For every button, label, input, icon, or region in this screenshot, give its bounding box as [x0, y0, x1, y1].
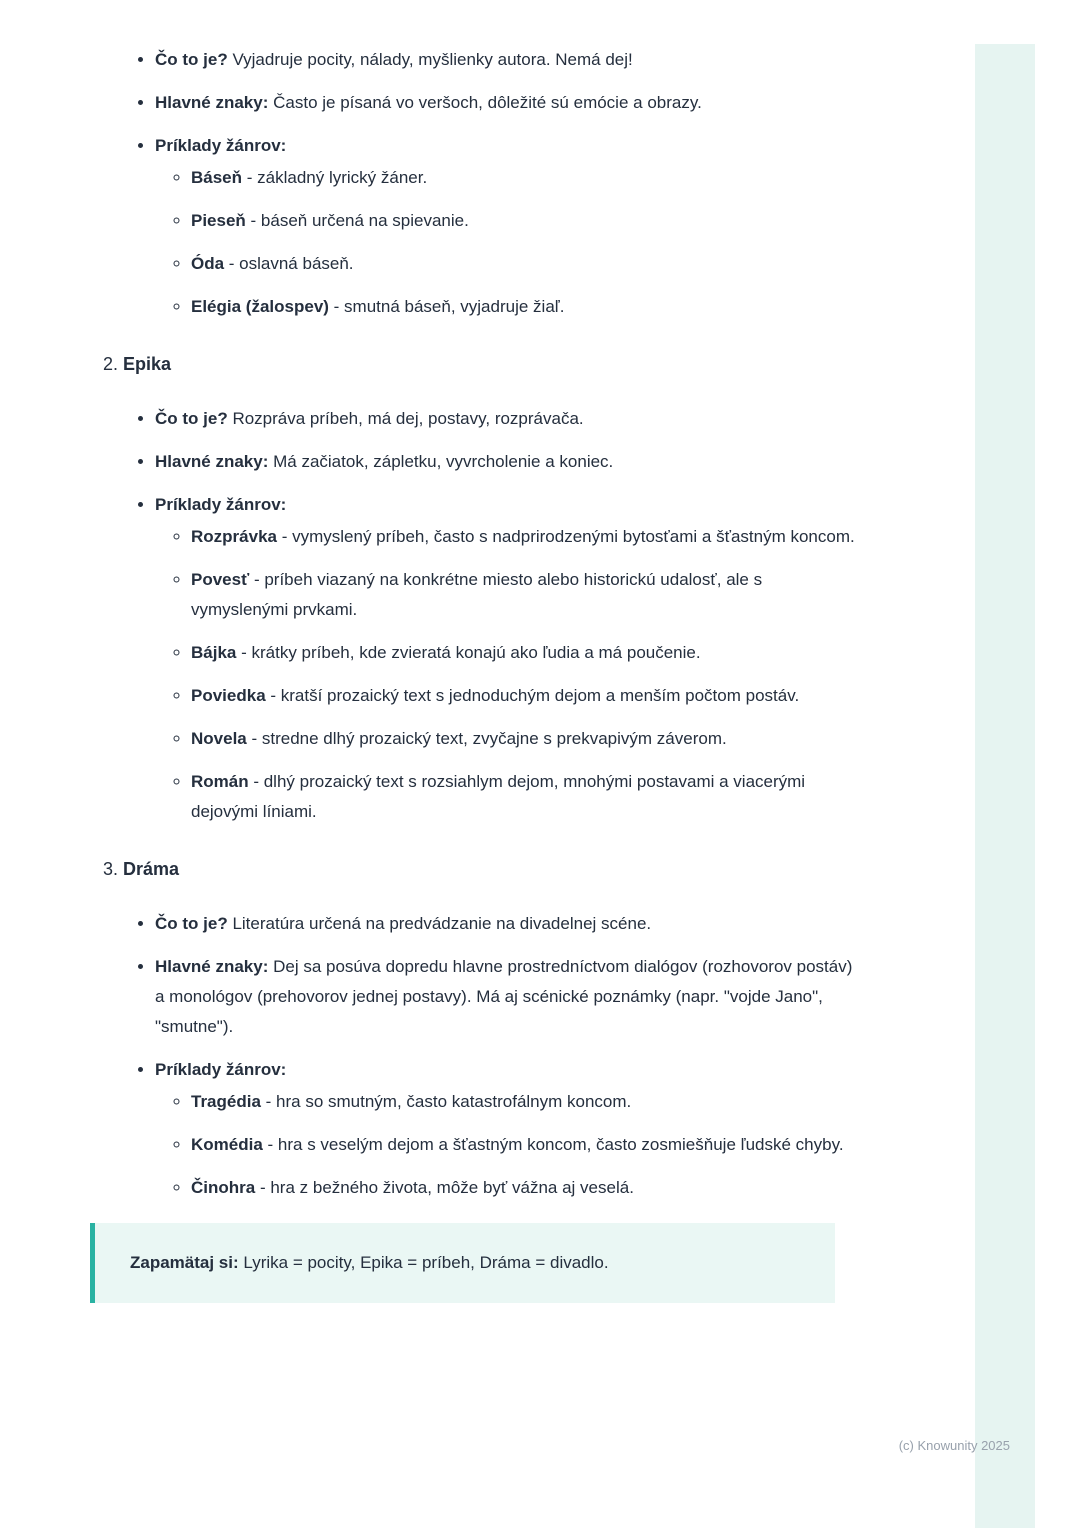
remember-callout — [90, 1223, 835, 1303]
genre-item — [191, 681, 863, 711]
genre-term: Povesť — [191, 570, 250, 589]
bullet-item — [155, 952, 863, 1042]
definition-text: Vyjadruje pocity, nálady, myšlienky autora. Nemá dej! — [227, 50, 633, 69]
genre-term: Román — [191, 772, 249, 791]
callout-term: Zapamätaj si: — [130, 1253, 239, 1272]
genre-item — [191, 522, 863, 552]
section1-genre-list — [155, 163, 863, 322]
term: Čo to je? — [155, 409, 228, 428]
term: Príklady žánrov: — [155, 495, 287, 514]
bullet-item — [155, 131, 863, 322]
term: Čo to je? — [155, 50, 228, 69]
section1-bullet-list — [103, 45, 863, 322]
definition-text: Často je písaná vo veršoch, dôležité sú emócie a obrazy. — [268, 93, 702, 112]
genre-item — [191, 724, 863, 754]
bullet-item — [155, 1055, 863, 1203]
genre-term: Tragédia — [191, 1092, 261, 1111]
section-heading-drama — [103, 854, 863, 884]
bullet-item — [155, 88, 863, 118]
bullet-item — [155, 404, 863, 434]
genre-term: Elégia (žalospev) — [191, 297, 329, 316]
genre-definition: - kratší prozaický text s jednoduchým dejom a menším počtom postáv. — [265, 686, 800, 705]
genre-term: Novela — [191, 729, 247, 748]
genre-term: Poviedka — [191, 686, 266, 705]
genre-term: Pieseň — [191, 211, 246, 230]
section-number: 3. — [103, 859, 119, 879]
genre-term: Bájka — [191, 643, 237, 662]
bullet-item — [155, 447, 863, 477]
section2-genre-list — [155, 522, 863, 827]
genre-definition: - hra so smutným, často katastrofálnym koncom. — [260, 1092, 632, 1111]
genre-definition: - stredne dlhý prozaický text, zvyčajne s prekvapivým záverom. — [246, 729, 727, 748]
page-edge-band — [975, 44, 1035, 1528]
genre-definition: - vymyslený príbeh, často s nadprirodzenými bytosťami a šťastným koncom. — [276, 527, 855, 546]
genre-definition: - hra z bežného života, môže byť vážna aj veselá. — [255, 1178, 634, 1197]
section-heading-epika — [103, 349, 863, 379]
genre-term: Rozprávka — [191, 527, 277, 546]
term: Hlavné znaky: — [155, 452, 269, 471]
definition-text: Dej sa posúva dopredu hlavne prostredníctvom dialógov (rozhovorov postáv) a monológov (prehovorov jednej postavy). Má aj scénické poznámky (napr. "vojde Jano", "smutne"). — [155, 957, 853, 1036]
genre-term: Činohra — [191, 1178, 256, 1197]
bullet-item — [155, 45, 863, 75]
genre-item — [191, 638, 863, 668]
genre-definition: - základný lyrický žáner. — [242, 168, 428, 187]
term: Príklady žánrov: — [155, 1060, 287, 1079]
genre-item — [191, 1087, 863, 1117]
genre-definition: - báseň určená na spievanie. — [245, 211, 469, 230]
section-title: Epika — [123, 354, 172, 374]
genre-item — [191, 292, 863, 322]
genre-item — [191, 767, 863, 827]
genre-item — [191, 565, 863, 625]
genre-definition: - hra s veselým dejom a šťastným koncom, často zosmiešňuje ľudské chyby. — [262, 1135, 844, 1154]
bullet-item — [155, 909, 863, 939]
genre-item — [191, 249, 863, 279]
genre-term: Báseň — [191, 168, 243, 187]
genre-term: Óda — [191, 254, 225, 273]
term: Hlavné znaky: — [155, 957, 269, 976]
genre-item — [191, 206, 863, 236]
callout-text: Lyrika = pocity, Epika = príbeh, Dráma = divadlo. — [238, 1253, 609, 1272]
definition-text: Literatúra určená na predvádzanie na divadelnej scéne. — [227, 914, 652, 933]
genre-item — [191, 163, 863, 193]
genre-definition: - smutná báseň, vyjadruje žiaľ. — [328, 297, 565, 316]
genre-item — [191, 1173, 863, 1203]
document-body — [103, 45, 863, 1303]
genre-definition: - dlhý prozaický text s rozsiahlym dejom, mnohými postavami a viacerými dejovými líniami. — [191, 772, 806, 821]
section-number: 2. — [103, 354, 119, 374]
section3-bullet-list — [103, 909, 863, 1203]
term: Čo to je? — [155, 914, 228, 933]
definition-text: Rozpráva príbeh, má dej, postavy, rozprávača. — [227, 409, 584, 428]
section-title: Dráma — [123, 859, 180, 879]
genre-definition: - oslavná báseň. — [224, 254, 354, 273]
genre-definition: - príbeh viazaný na konkrétne miesto alebo historickú udalosť, ale s vymyslenými prvkami. — [191, 570, 763, 619]
bullet-item — [155, 490, 863, 827]
term: Hlavné znaky: — [155, 93, 269, 112]
section2-bullet-list — [103, 404, 863, 827]
copyright-footer: (c) Knowunity 2025 — [898, 1438, 1010, 1453]
term: Príklady žánrov: — [155, 136, 287, 155]
genre-term: Komédia — [191, 1135, 263, 1154]
section3-genre-list — [155, 1087, 863, 1203]
definition-text: Má začiatok, zápletku, vyvrcholenie a koniec. — [268, 452, 614, 471]
genre-item — [191, 1130, 863, 1160]
genre-definition: - krátky príbeh, kde zvieratá konajú ako ľudia a má poučenie. — [236, 643, 701, 662]
